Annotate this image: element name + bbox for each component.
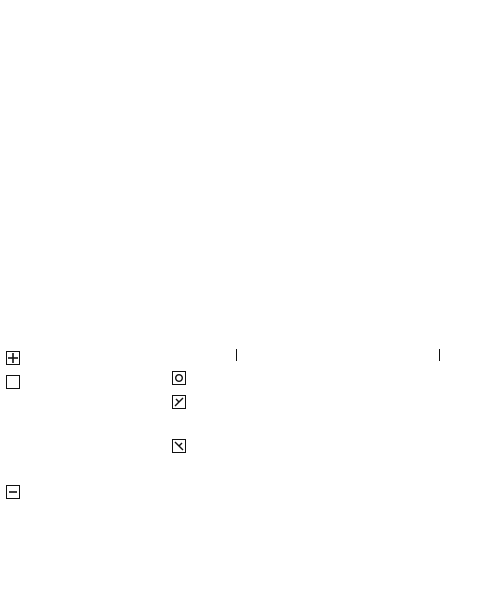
legend-ssk [172, 436, 206, 576]
ssk-icon [172, 439, 186, 453]
legend-edge [6, 348, 40, 368]
knit-stitch-icon [6, 375, 20, 389]
bracket-arrow-left [236, 349, 237, 361]
group-label [237, 340, 440, 351]
edge-stitch-icon [6, 351, 20, 365]
legend-purl [6, 482, 40, 562]
bracket-arrow-right [439, 349, 440, 361]
purl-stitch-icon [6, 485, 20, 499]
legend-knit [6, 372, 40, 452]
legend-yo [172, 368, 206, 388]
legend-k2tog [172, 392, 206, 412]
k2tog-icon [172, 395, 186, 409]
yarn-over-icon [172, 371, 186, 385]
